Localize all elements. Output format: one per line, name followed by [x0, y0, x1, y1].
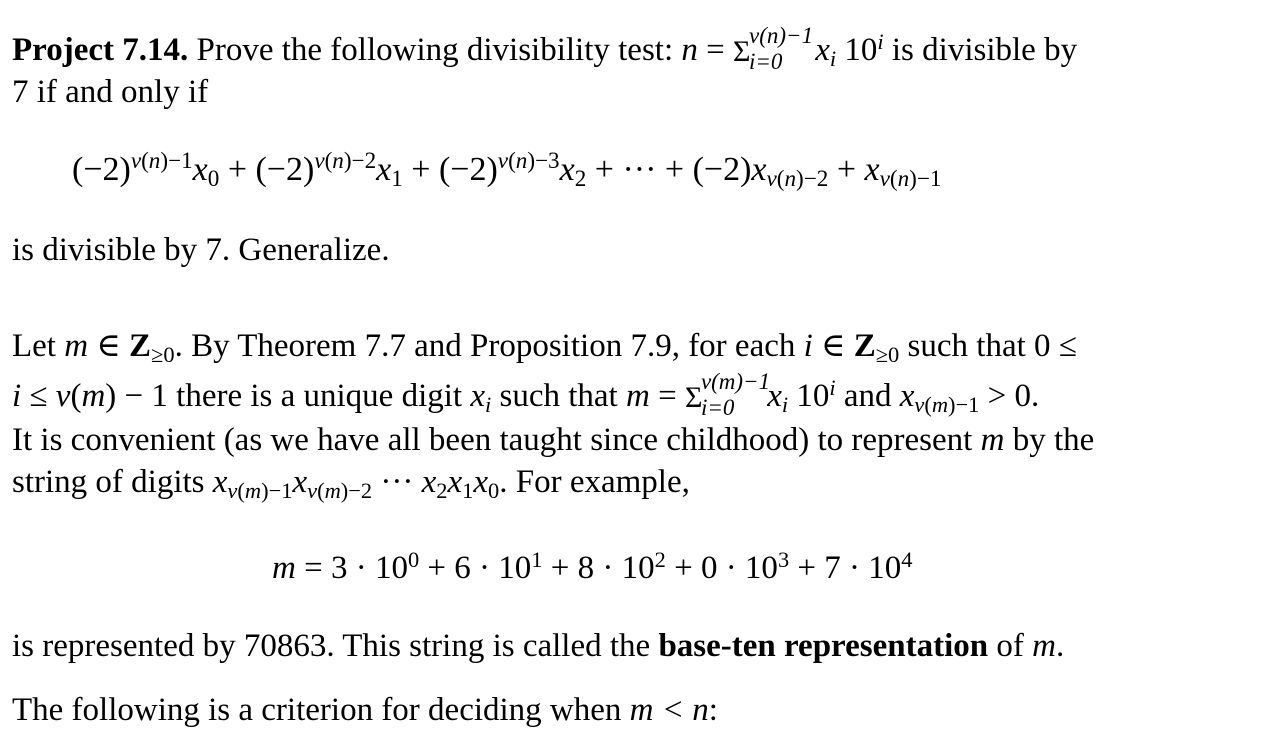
sum-symbol-2: Σ ν(m)−1 i=0	[684, 369, 771, 420]
para3: is represented by 70863. This string is called the base-ten representation of m.	[12, 628, 1065, 664]
n-var: n	[681, 32, 698, 68]
project-line-2: 7 if and only if	[12, 74, 209, 110]
para4: The following is a criterion for deciding when m < n:	[12, 692, 718, 728]
eq-sign: =	[697, 32, 734, 68]
para2-line-1: Let m ∈ $Z_{\ge 0}$. By Theorem 7.7 and Proposition 7.9, for each i ∈ $Z_{\ge 0}$ such that 0 ≤	[12, 328, 1077, 368]
project-text-b: is divisible by	[883, 32, 1078, 68]
sum-symbol: Σ ν(n)−1 i=0	[733, 23, 814, 74]
project-text-a: Prove the following divisibility test:	[188, 32, 682, 68]
para2-line-3: It is convenient (as we have all been taught since childhood) to represent m by the	[12, 422, 1095, 458]
main-equation: $(-2)^{\nu(n)-1}x_0 + (-2)^{\nu(n)-2}x_1 + (-2)^{\nu(n)-3}x_2$ + ··· + $(-2)x_{\nu(n)-2} + x_{\nu(n)-1}$	[72, 148, 942, 193]
project-line-1: Project 7.14. Prove the following divisibility test: n = Σ ν(n)−1 i=0 $x_i$ 10$^i$ is divisible by	[12, 23, 1078, 74]
project-label: Project 7.14.	[12, 32, 189, 68]
project-line-3: is divisible by 7. Generalize.	[12, 232, 390, 268]
para2-line-4: string of digits $x_{\nu(m)-1}x_{\nu(m)-2}$ ··· $x_2x_1x_0$. For example,	[12, 464, 690, 504]
example-equation: $m = 3 \cdot 10^0 + 6 \cdot 10^1 + 8 \cdot 10^2 + 0 \cdot 10^3 + 7 \cdot 10^4$	[272, 546, 913, 586]
term-base-ten: base-ten representation	[658, 628, 989, 664]
para2-line-2: i ≤ ν(m) − 1 there is a unique digit $x_i$ such that m = Σ ν(m)−1 i=0 $x_i$ 10$^i$ and $x_{\nu(m)-1} > 0$.	[12, 369, 1040, 420]
